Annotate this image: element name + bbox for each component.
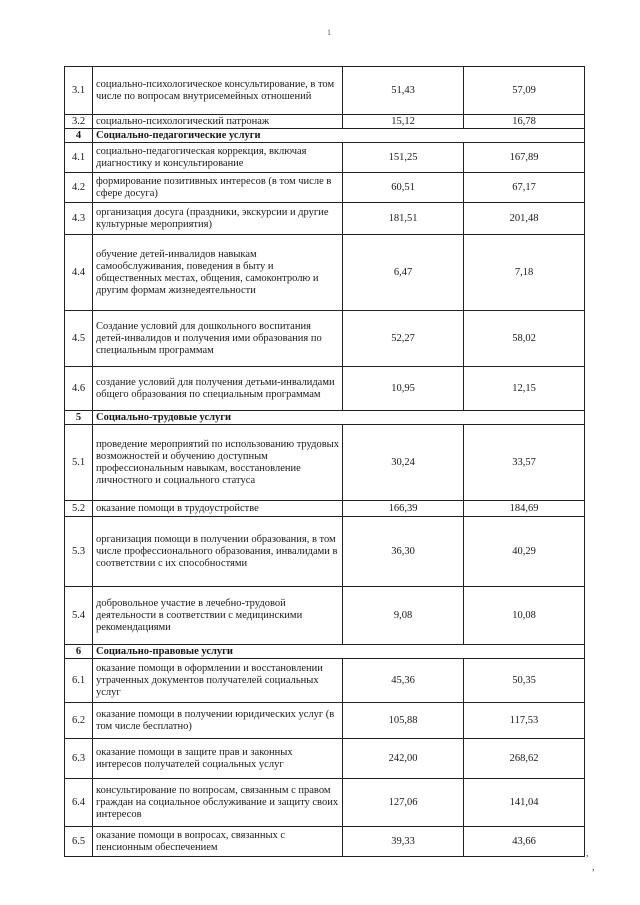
table-row — [65, 115, 585, 129]
table-row — [65, 517, 585, 587]
row-number: 6.2 — [65, 703, 93, 739]
service-description: оказание помощи в трудоустройстве — [93, 501, 343, 517]
service-description: социально-педагогическая коррекция, включая диагностику и консультирование — [93, 143, 343, 173]
section-row — [65, 645, 585, 659]
table-row — [65, 173, 585, 203]
tariff-table — [64, 66, 585, 857]
value-col-1: 9,08 — [343, 587, 464, 645]
service-description: создание условий для получения детьми-инвалидами общего образования по специальным программам — [93, 367, 343, 411]
value-col-2: 40,29 — [464, 517, 585, 587]
table-row — [65, 827, 585, 857]
row-number: 6.3 — [65, 739, 93, 779]
service-description: оказание помощи в оформлении и восстановлении утраченных документов получателей социальных услуг — [93, 659, 343, 703]
value-col-2: 167,89 — [464, 143, 585, 173]
row-number: 6.1 — [65, 659, 93, 703]
table-row — [65, 739, 585, 779]
section-title: Социально-трудовые услуги — [93, 411, 585, 425]
service-description: оказание помощи в вопросах, связанных с пенсионным обеспечением — [93, 827, 343, 857]
value-col-2: 7,18 — [464, 235, 585, 311]
service-description: оказание помощи в получении юридических услуг (в том числе бесплатно) — [93, 703, 343, 739]
value-col-1: 45,36 — [343, 659, 464, 703]
row-number: 4.3 — [65, 203, 93, 235]
service-description: социально-психологическое консультирование, в том числе по вопросам внутрисемейных отношений — [93, 67, 343, 115]
table-row — [65, 425, 585, 501]
value-col-1: 6,47 — [343, 235, 464, 311]
service-description: обучение детей-инвалидов навыкам самообслуживания, поведения в быту и общественных местах, общения, самоконтролю и другим формам жизнедеятельности — [93, 235, 343, 311]
value-col-1: 181,51 — [343, 203, 464, 235]
value-col-1: 105,88 — [343, 703, 464, 739]
row-number: 3.2 — [65, 115, 93, 129]
table-row — [65, 501, 585, 517]
value-col-1: 39,33 — [343, 827, 464, 857]
section-title: Социально-правовые услуги — [93, 645, 585, 659]
value-col-1: 242,00 — [343, 739, 464, 779]
section-title: Социально-педагогические услуги — [93, 129, 585, 143]
table-row — [65, 703, 585, 739]
value-col-2: 67,17 — [464, 173, 585, 203]
value-col-1: 151,25 — [343, 143, 464, 173]
table-row — [65, 659, 585, 703]
value-col-2: 33,57 — [464, 425, 585, 501]
service-description: организация досуга (праздники, экскурсии и другие культурные мероприятия) — [93, 203, 343, 235]
value-col-1: 60,51 — [343, 173, 464, 203]
table-row — [65, 143, 585, 173]
row-number: 4.6 — [65, 367, 93, 411]
value-col-2: 141,04 — [464, 779, 585, 827]
table-row — [65, 367, 585, 411]
section-row — [65, 129, 585, 143]
section-number: 6 — [65, 645, 93, 659]
service-description: оказание помощи в защите прав и законных интересов получателей социальных услуг — [93, 739, 343, 779]
row-number: 6.5 — [65, 827, 93, 857]
value-col-2: 10,08 — [464, 587, 585, 645]
table-row — [65, 203, 585, 235]
table-row — [65, 235, 585, 311]
page-mark: 1 — [327, 28, 331, 37]
row-number: 5.3 — [65, 517, 93, 587]
value-col-1: 127,06 — [343, 779, 464, 827]
row-number: 5.4 — [65, 587, 93, 645]
section-number: 5 — [65, 411, 93, 425]
value-col-1: 15,12 — [343, 115, 464, 129]
row-number: 4.4 — [65, 235, 93, 311]
service-description: социально-психологический патронаж — [93, 115, 343, 129]
value-col-1: 51,43 — [343, 67, 464, 115]
row-number: 3.1 — [65, 67, 93, 115]
value-col-1: 52,27 — [343, 311, 464, 367]
service-description: проведение мероприятий по использованию трудовых возможностей и обучению доступным профессиональным навыкам, восстановление личностного и социального статуса — [93, 425, 343, 501]
value-col-2: 57,09 — [464, 67, 585, 115]
value-col-2: 201,48 — [464, 203, 585, 235]
service-description: организация помощи в получении образования, в том числе профессионального образования, инвалидами в соответствии с их способностями — [93, 517, 343, 587]
margin-mark: , — [586, 848, 589, 859]
row-number: 6.4 — [65, 779, 93, 827]
value-col-1: 10,95 — [343, 367, 464, 411]
table-row — [65, 311, 585, 367]
value-col-2: 12,15 — [464, 367, 585, 411]
value-col-2: 184,69 — [464, 501, 585, 517]
service-description: консультирование по вопросам, связанным с правом граждан на социальное обслуживание и защиту своих интересов — [93, 779, 343, 827]
value-col-2: 58,02 — [464, 311, 585, 367]
value-col-1: 166,39 — [343, 501, 464, 517]
value-col-2: 50,35 — [464, 659, 585, 703]
row-number: 4.2 — [65, 173, 93, 203]
table-row — [65, 67, 585, 115]
service-description: добровольное участие в лечебно-трудовой деятельности в соответствии с медицинскими рекомендациями — [93, 587, 343, 645]
value-col-1: 30,24 — [343, 425, 464, 501]
value-col-2: 16,78 — [464, 115, 585, 129]
row-number: 5.1 — [65, 425, 93, 501]
row-number: 4.5 — [65, 311, 93, 367]
value-col-2: 117,53 — [464, 703, 585, 739]
table-row — [65, 587, 585, 645]
value-col-2: 43,66 — [464, 827, 585, 857]
value-col-1: 36,30 — [343, 517, 464, 587]
service-description: Создание условий для дошкольного воспитания детей-инвалидов и получения ими образования по специальным программам — [93, 311, 343, 367]
margin-mark: , — [592, 862, 595, 873]
value-col-2: 268,62 — [464, 739, 585, 779]
row-number: 4.1 — [65, 143, 93, 173]
service-description: формирование позитивных интересов (в том числе в сфере досуга) — [93, 173, 343, 203]
row-number: 5.2 — [65, 501, 93, 517]
section-row — [65, 411, 585, 425]
section-number: 4 — [65, 129, 93, 143]
table-row — [65, 779, 585, 827]
